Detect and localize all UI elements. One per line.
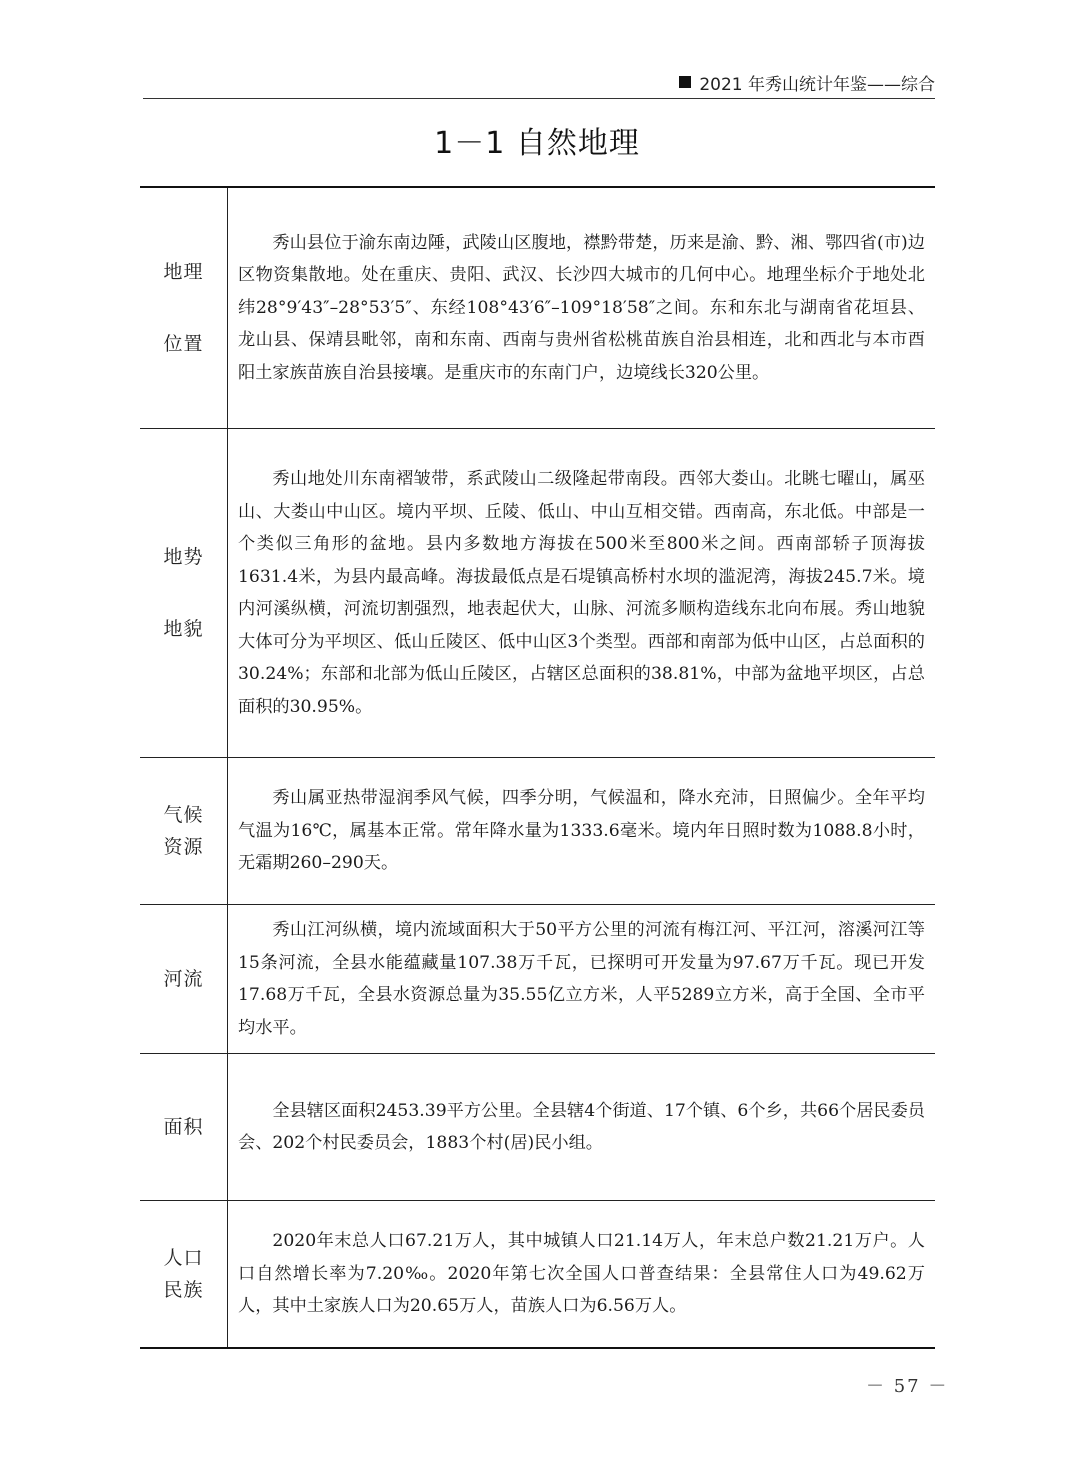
page-number: － 57 － (866, 1376, 949, 1397)
row-content (228, 1201, 935, 1347)
row-content (228, 905, 935, 1053)
row-text: 秀山属亚热带湿润季风气候，四季分明，气候温和，降水充沛，日照偏少。全年平均气温为16℃，属基本正常。常年降水量为1333.6毫米。境内年日照时数为1088.8小时，无霜期260–290天。 (238, 788, 925, 874)
table-row-climate (140, 757, 935, 904)
row-label-line: 河流 (163, 968, 204, 990)
page-title: 1－1 自然地理 (434, 126, 640, 161)
row-label (140, 1054, 228, 1200)
table-row-location (140, 188, 935, 428)
row-label (140, 758, 228, 904)
row-label (140, 905, 228, 1053)
square-bullet-icon (679, 76, 691, 88)
table-row-area (140, 1053, 935, 1200)
row-text: 2020年末总人口67.21万人，其中城镇人口21.14万人，年末总户数21.21万户。人口自然增长率为7.20‰。2020年第七次全国人口普查结果：全县常住人口为49.62万人，其中土家族人口为20.65万人，苗族人口为6.56万人。 (238, 1231, 925, 1317)
table-row-population (140, 1200, 935, 1347)
row-text: 全县辖区面积2453.39平方公里。全县辖4个街道、17个镇、6个乡，共66个居民委员会、202个村民委员会，1883个村(居)民小组。 (238, 1100, 925, 1153)
running-header (143, 68, 935, 96)
row-label-line: 地理 (163, 261, 204, 283)
row-text: 秀山地处川东南褶皱带，系武陵山二级隆起带南段。西邻大娄山。北眺七曜山，属巫山、大娄山中山区。境内平坝、丘陵、低山、中山互相交错。西南高，东北低。中部是一个类似三角形的盆地。县内多数地方海拔在500米至800米之间。西南部轿子顶海拔1631.4米，为县内最高峰。海拔最低点是石堤镇高桥村水坝的滥泥湾，海拔245.7米。境内河溪纵横，河流切割强烈，地表起伏大，山脉、河流多顺构造线东北向布展。秀山地貌大体可分为平坝区、低山丘陵区、低中山区3个类型。西部和南部为低中山区，占总面积的30.24%；东部和北部为低山丘陵区，占辖区总面积的38.81%，中部为盆地平坝区，占总面积的30.95%。 (238, 469, 925, 717)
row-label (140, 429, 228, 757)
header-rule (143, 98, 935, 99)
row-label (140, 1201, 228, 1347)
row-text: 秀山县位于渝东南边陲，武陵山区腹地，襟黔带楚，历来是渝、黔、湘、鄂四省(市)边区物资集散地。处在重庆、贵阳、武汉、长沙四大城市的几何中心。地理坐标介于地处北纬28°9′43″–28°53′5″、东经108°43′6″–109°18′58″之间。东和东北与湖南省花垣县、龙山县、保靖县毗邻，南和东南、西南与贵州省松桃苗族自治县相连，北和西北与本市酉阳土家族苗族自治县接壤。是重庆市的东南门户，边境线长320公里。 (238, 232, 925, 383)
row-label-line: 位置 (163, 333, 204, 355)
row-label-line: 气候 (163, 804, 204, 826)
row-label-line: 地貌 (163, 618, 204, 640)
row-content (228, 758, 935, 904)
row-content (228, 1054, 935, 1200)
table-row-terrain (140, 428, 935, 757)
row-content (228, 188, 935, 428)
table-row-rivers (140, 904, 935, 1053)
row-label-line: 面积 (163, 1116, 204, 1138)
row-label (140, 188, 228, 428)
row-label-line: 资源 (163, 836, 204, 858)
row-text: 秀山江河纵横，境内流域面积大于50平方公里的河流有梅江河、平江河，溶溪河江等15条河流，全县水能蕴藏量107.38万千瓦，已探明可开发量为97.67万千瓦。现已开发17.68万千瓦，全县水资源总量为35.55亿立方米，人平5289立方米，高于全国、全市平均水平。 (238, 920, 925, 1038)
running-header-text: 2021 年秀山统计年鉴——综合 (699, 74, 935, 95)
row-label-line: 人口 (163, 1247, 204, 1269)
row-label-line: 地势 (163, 546, 204, 568)
natural-geography-table (140, 186, 935, 1349)
row-content (228, 429, 935, 757)
row-label-line: 民族 (163, 1279, 204, 1301)
